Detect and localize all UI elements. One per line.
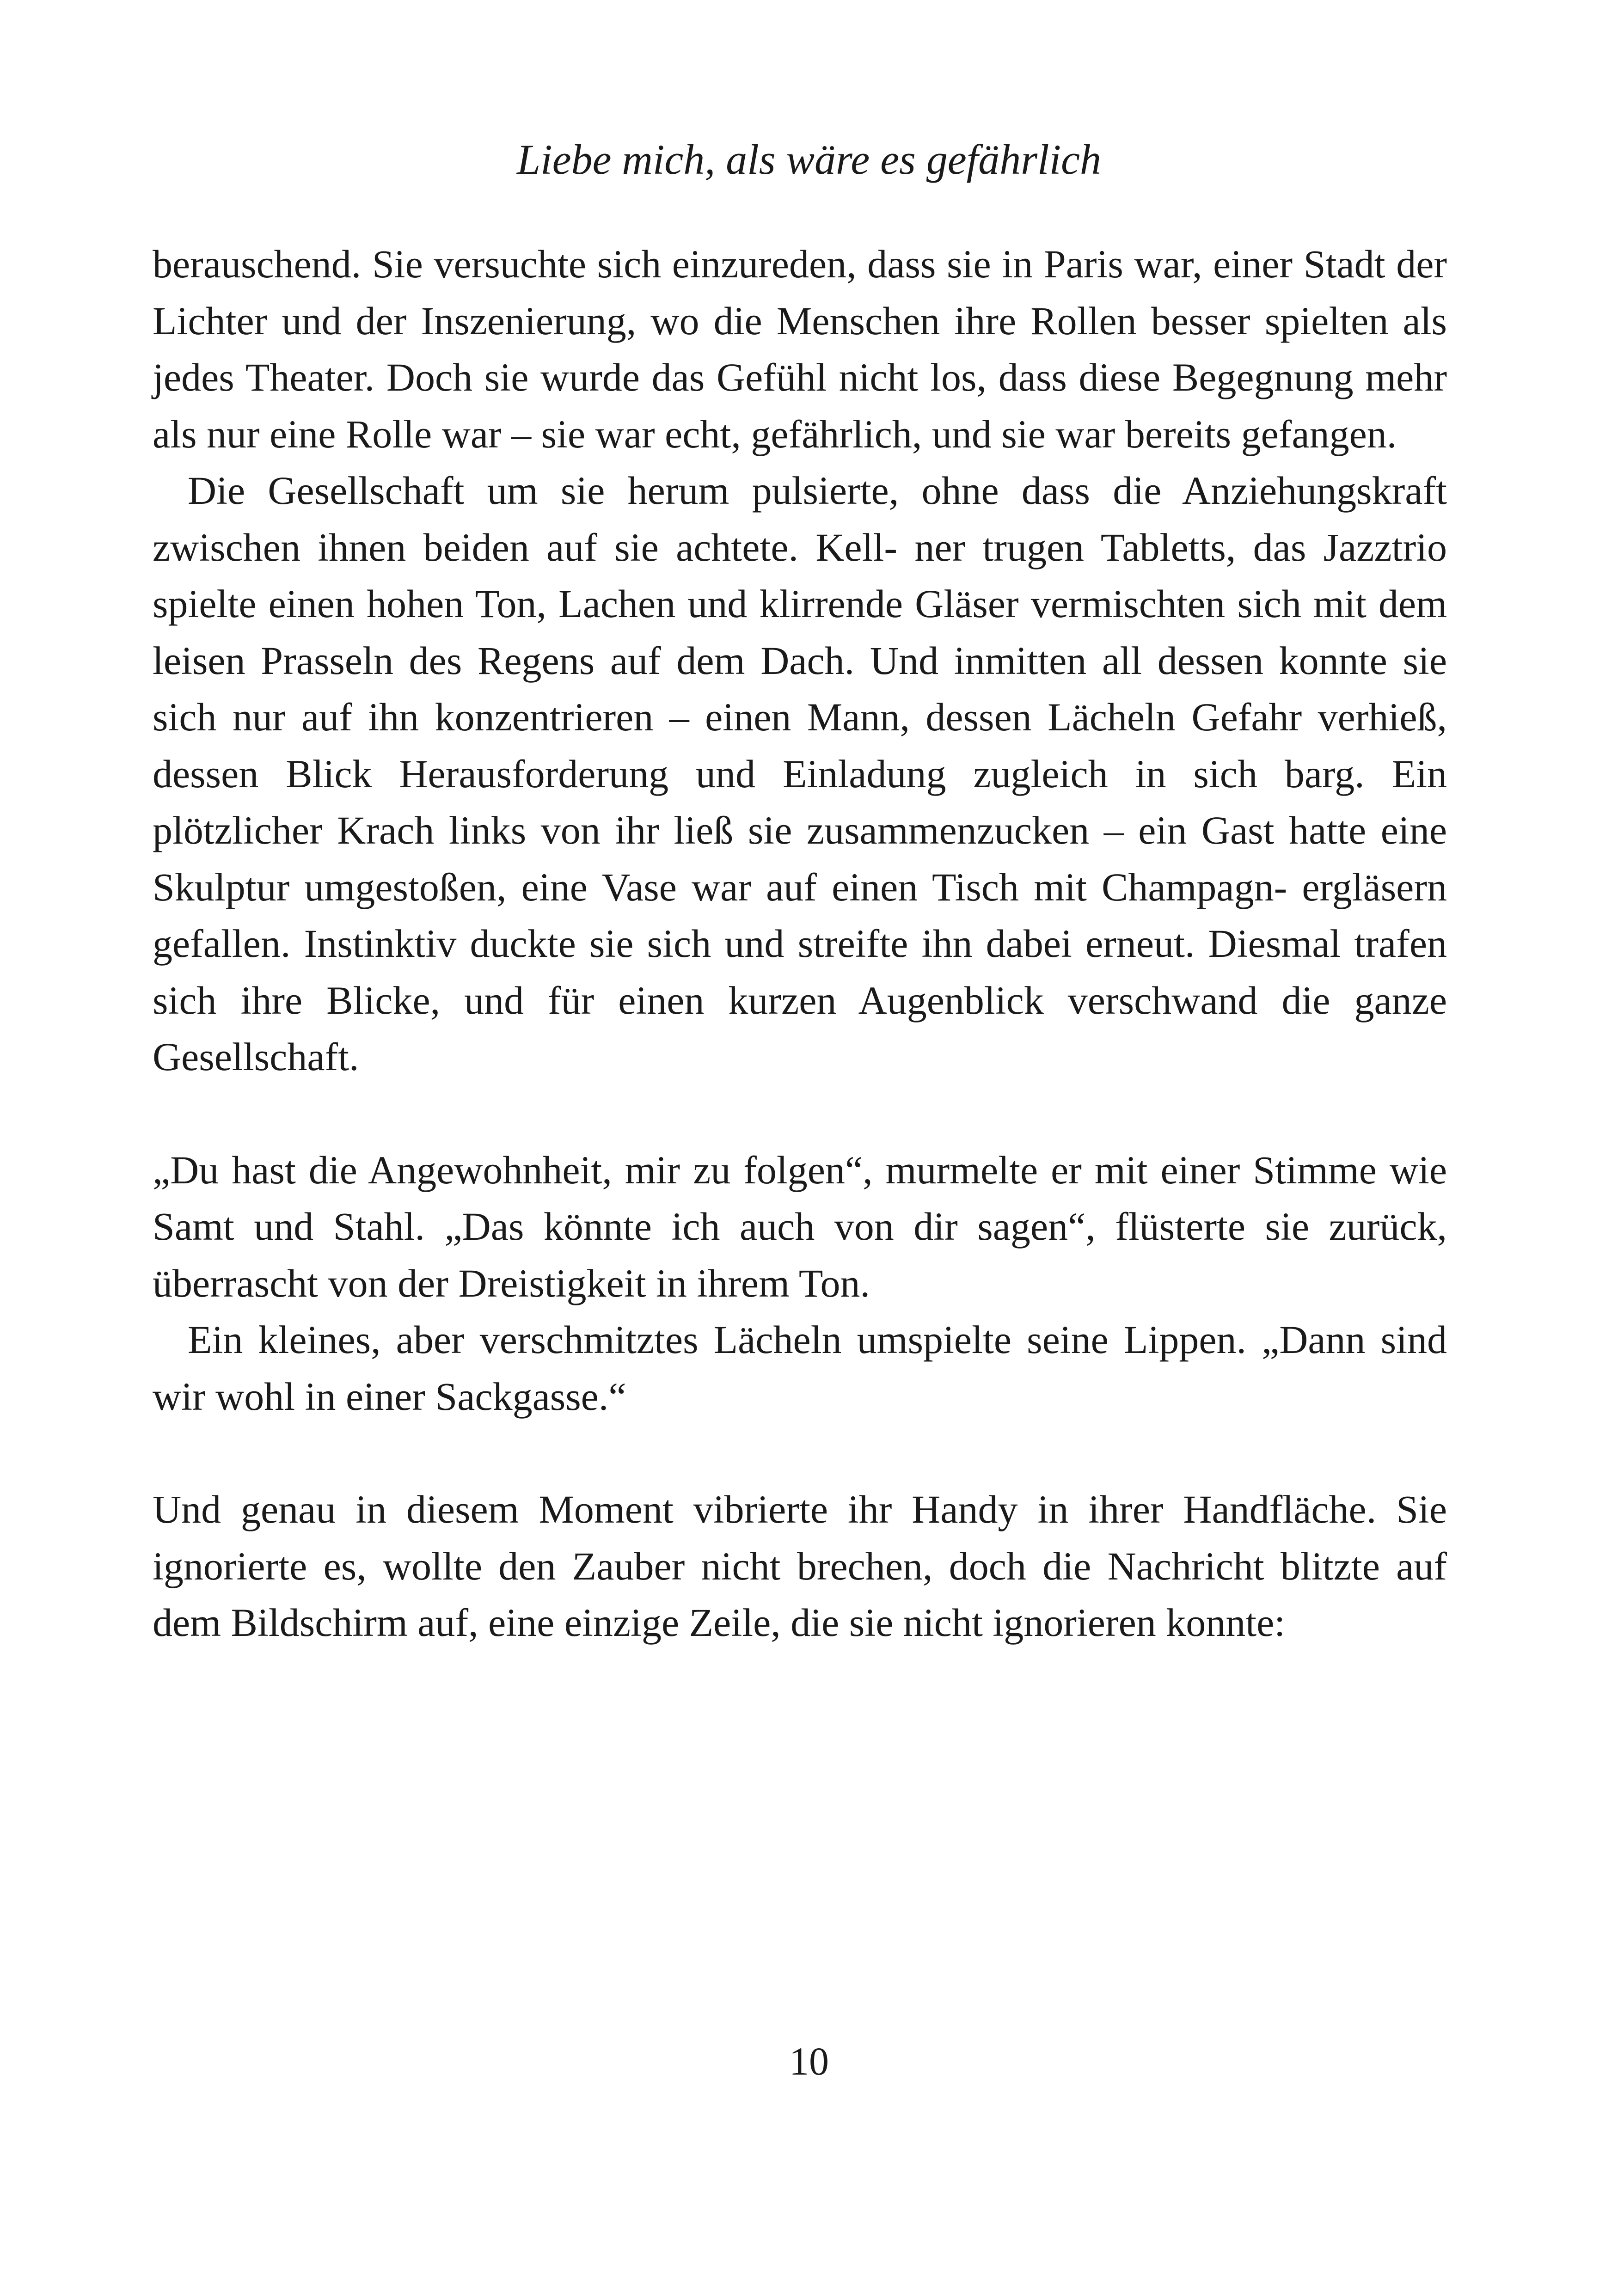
page-number: 10	[789, 2039, 829, 2083]
section-spacer	[153, 1425, 1447, 1481]
body-text	[153, 236, 1447, 1651]
paragraph-continuation: berauschend. Sie versuchte sich einzureden, dass sie in Paris war, einer Stadt der Lichter und der Inszenierung, wo die Menschen ihre Rollen besser spielten als jedes Theater. Doch sie wurde das Gefühl nicht los, dass diese Begegnung mehr als nur eine Rolle war – sie war echt, gefährlich, und sie war bereits gefangen.	[153, 242, 1447, 456]
running-header-title: Liebe mich, als wäre es gefährlich	[517, 136, 1101, 183]
paragraph-dialogue-1: „Du hast die Angewohnheit, mir zu folgen“, murmelte er mit einer Stimme wie Samt und Stahl. „Das könnte ich auch von dir sagen“, flüsterte sie zurück, überrascht von der Dreistigkeit in ihrem Ton.	[153, 1147, 1447, 1305]
paragraph-dialogue-2: Ein kleines, aber verschmitztes Lächeln umspielte seine Lippen. „Dann sind wir wohl in einer Sackgasse.“	[153, 1317, 1447, 1419]
paragraph-phone-message: Und genau in diesem Moment vibrierte ihr Handy in ihrer Handfläche. Sie ignorierte es, wollte den Zauber nicht brechen, doch die Nachricht blitzte auf dem Bildschirm auf, eine einzige Zeile, die sie nicht ignorieren konnte:	[153, 1487, 1447, 1645]
section-spacer	[153, 1085, 1447, 1142]
paragraph-party-scene: Die Gesellschaft um sie herum pulsierte, ohne dass die Anziehungskraft zwischen ihnen beiden auf sie achtete. Kell- ner trugen Tabletts, das Jazztrio spielte einen hohen Ton, Lachen und klirrende Gläser vermischten sich mit dem leisen Prasseln des Regens auf dem Dach. Und inmitten all dessen konnte sie sich nur auf ihn konzentrieren – einen Mann, dessen Lächeln Gefahr verhieß, dessen Blick Herausforderung und Einladung zugleich in sich barg. Ein plötzlicher Krach links von ihr ließ sie zusammenzucken – ein Gast hatte eine Skulptur umgestoßen, eine Vase war auf einen Tisch mit Champagn- ergläsern gefallen. Instinktiv duckte sie sich und streifte ihn dabei erneut. Diesmal trafen sich ihre Blicke, und für einen kurzen Augenblick verschwand die ganze Gesellschaft.	[153, 468, 1447, 1079]
